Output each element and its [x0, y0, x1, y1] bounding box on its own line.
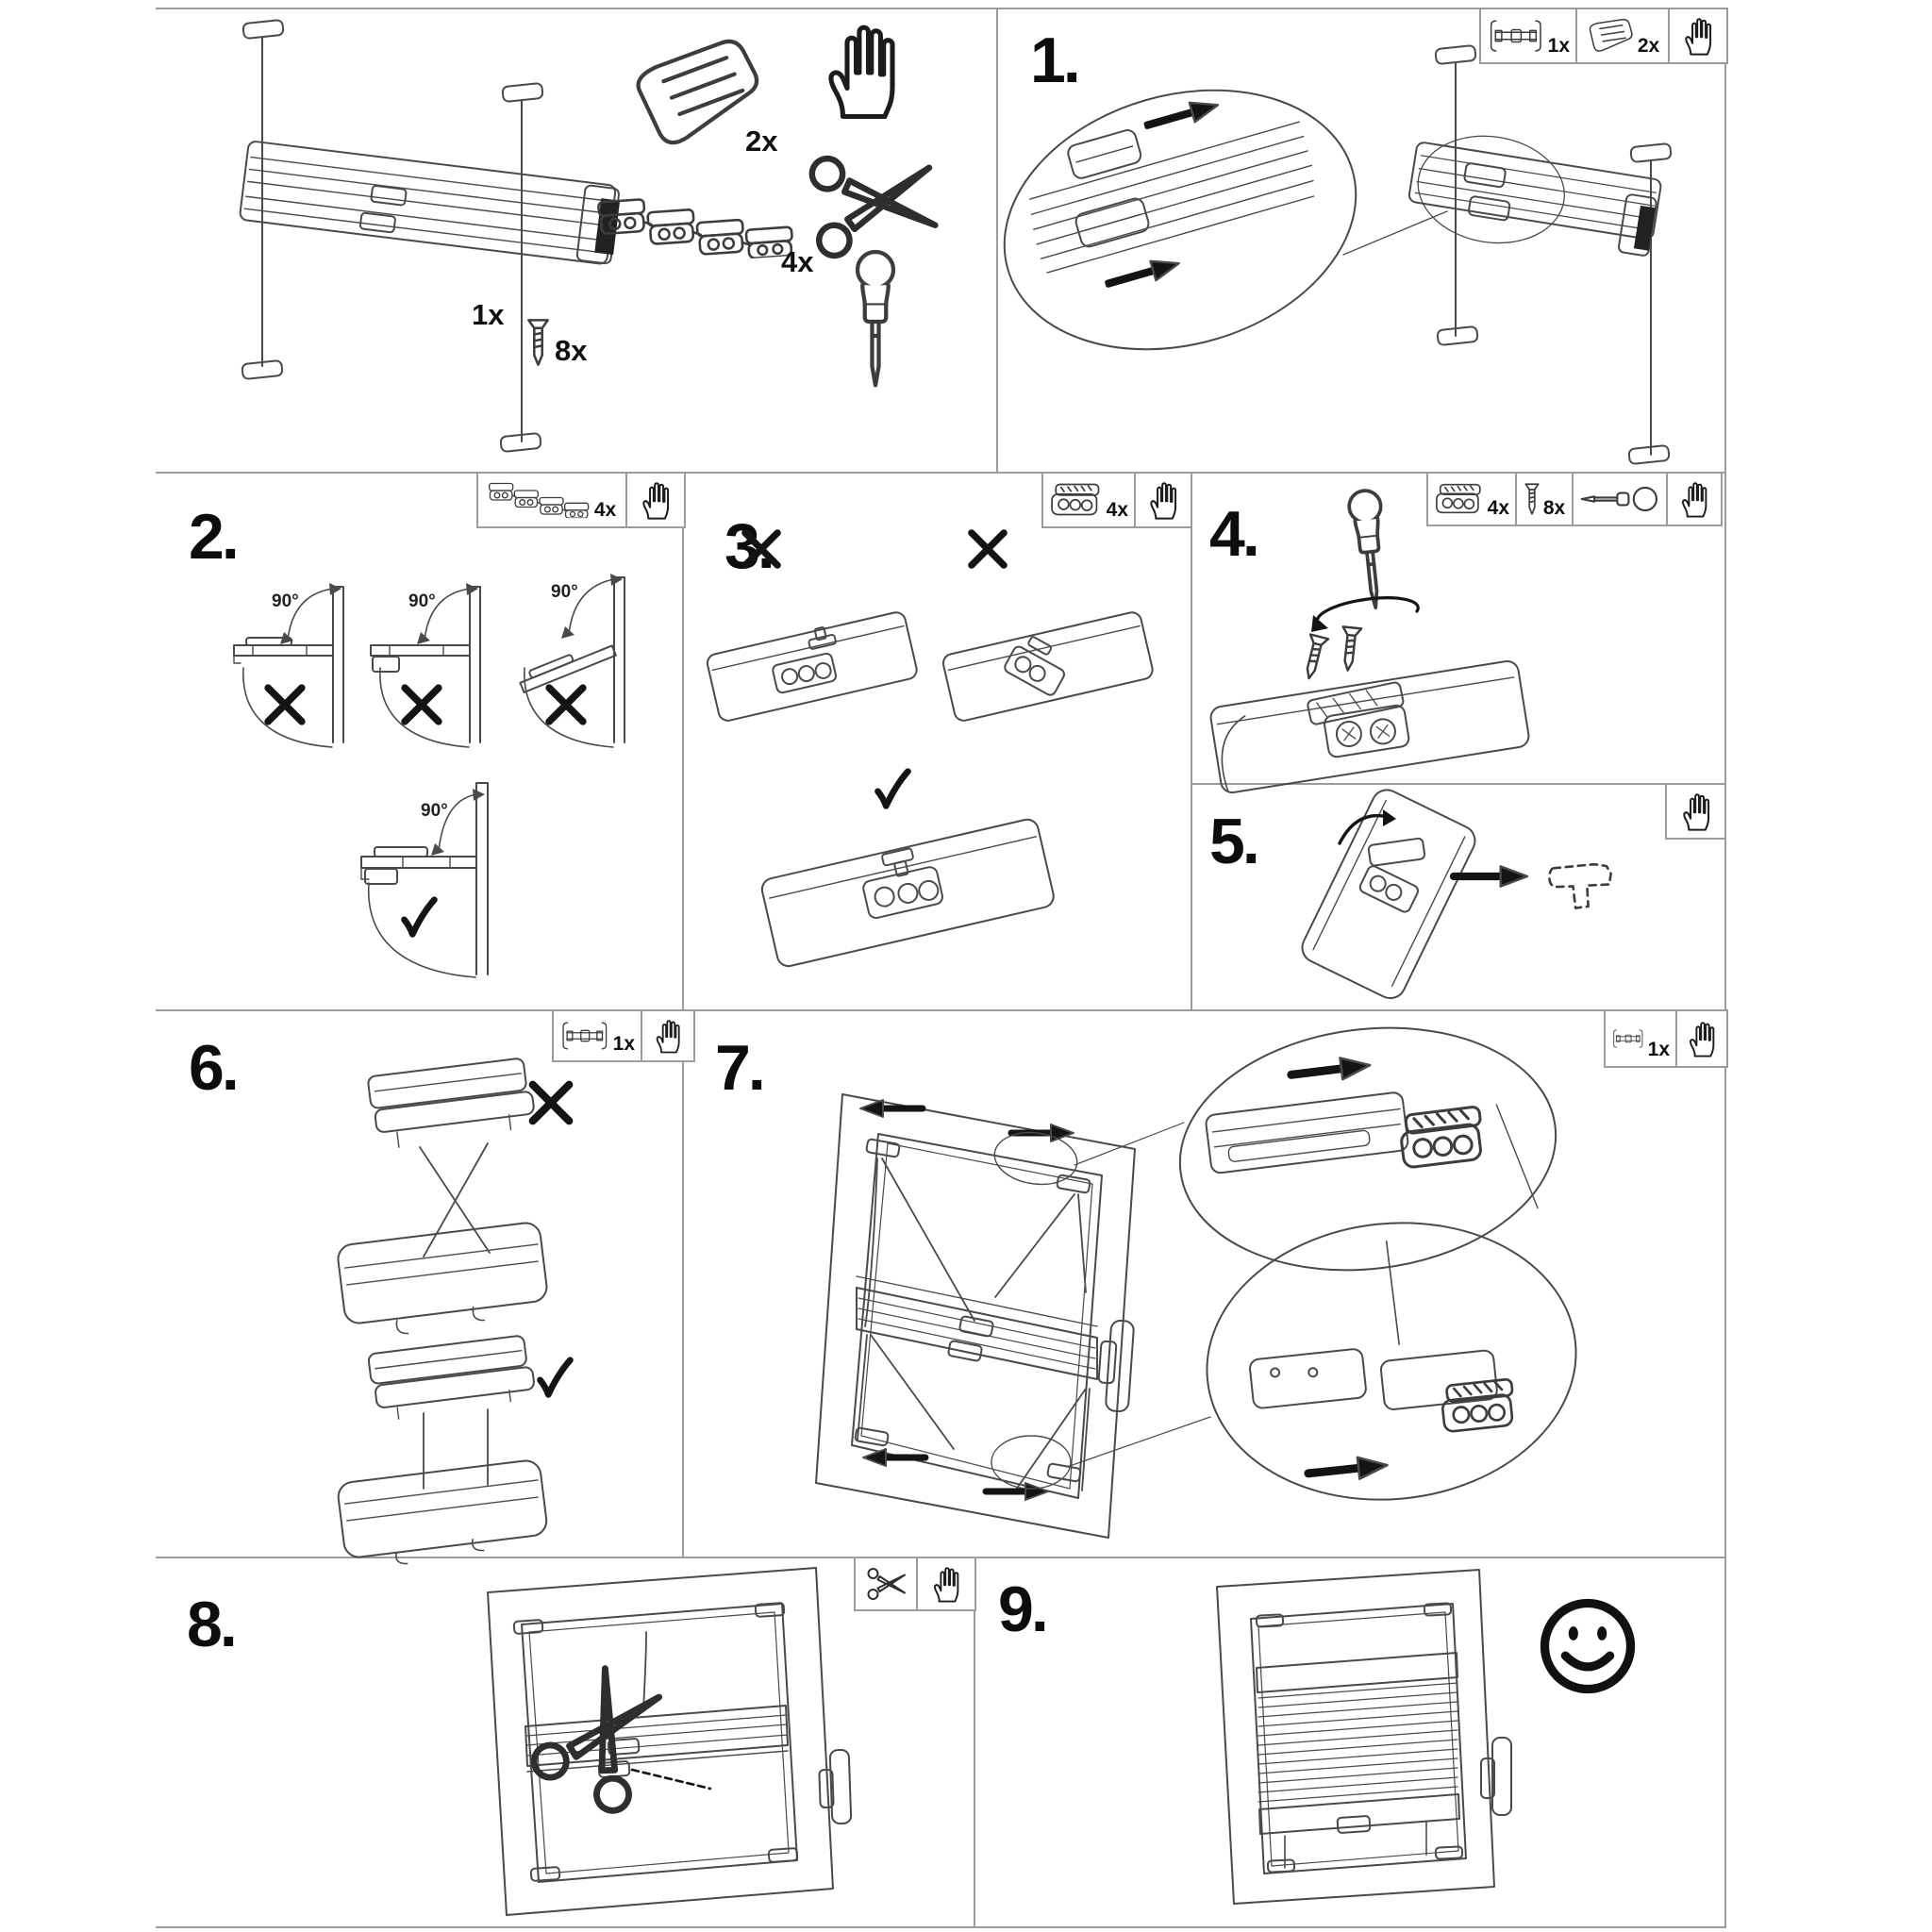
- step6-callout: [552, 1009, 695, 1062]
- smiley-icon: [1544, 1603, 1630, 1689]
- step3-number: 3.: [724, 510, 773, 582]
- step7-illustration: [682, 1009, 1726, 1557]
- step6-illustration: [156, 1009, 682, 1557]
- step1-callout-clip: [1575, 9, 1668, 62]
- callout-count: 4x: [593, 499, 617, 521]
- bracket-strip-icon: [598, 189, 793, 269]
- bracket-strip-icon: [488, 481, 591, 519]
- hand-icon: [1145, 479, 1181, 521]
- blind-1x-icon: [1611, 1022, 1645, 1056]
- callout-count: 1x: [1547, 35, 1570, 57]
- step7-callout-blind: [1606, 1011, 1675, 1066]
- step8-number: 8.: [187, 1589, 235, 1660]
- step4-callout: [1426, 472, 1723, 526]
- step1-illustration: [996, 8, 1726, 472]
- hand-icon: [929, 1564, 963, 1604]
- step7-callout: [1604, 1009, 1728, 1068]
- screw-icon: [1524, 481, 1541, 517]
- angle-label: 90°: [421, 801, 448, 821]
- hand-icon: [1680, 15, 1716, 57]
- callout-count: 4x: [1487, 497, 1509, 519]
- step2-callout-brackets: [478, 474, 625, 526]
- screwdriver-icon: [858, 252, 893, 386]
- step4-number: 4.: [1209, 498, 1257, 570]
- callout-count: 2x: [1637, 35, 1660, 57]
- step4-callout-hand: [1666, 474, 1721, 525]
- step5-number: 5.: [1209, 806, 1257, 877]
- step3-callout-bracket: [1043, 474, 1134, 526]
- step5-callout: [1665, 783, 1726, 840]
- step8-callout: [854, 1557, 976, 1611]
- bracket-icon: [1434, 481, 1485, 517]
- step8-callout-hand: [916, 1558, 974, 1609]
- parts-bracket-count: 4x: [781, 245, 814, 278]
- step4-callout-bracket: [1428, 474, 1515, 525]
- clip-icon: [1586, 17, 1635, 55]
- step4-callout-screw: [1515, 474, 1572, 525]
- screw-icon: [528, 320, 547, 364]
- callout-count: 8x: [1542, 497, 1566, 519]
- step1-number: 1.: [1030, 25, 1078, 96]
- callout-count: 1x: [612, 1033, 635, 1055]
- parts-overview-illustration: [156, 8, 996, 472]
- step8-callout-scissors: [856, 1558, 916, 1609]
- parts-clip-count: 2x: [745, 125, 778, 158]
- callout-count: 4x: [1106, 499, 1128, 521]
- step1-callout-blind: [1481, 9, 1575, 62]
- blind-1x-icon: [1487, 17, 1545, 55]
- hand-icon: [652, 1017, 684, 1055]
- step3-callout-hand: [1134, 474, 1191, 526]
- step2-callout-hand: [625, 474, 684, 526]
- step5-callout-hand: [1667, 785, 1724, 838]
- parts-screw-count: 8x: [555, 334, 588, 367]
- step5-illustration: [1191, 783, 1726, 1009]
- angle-label: 90°: [551, 582, 578, 602]
- step3-callout: [1041, 472, 1192, 528]
- parts-blind-count: 1x: [472, 298, 505, 331]
- hand-icon: [1677, 479, 1711, 519]
- step7-number: 7.: [715, 1032, 763, 1104]
- step2-number: 2.: [189, 501, 237, 573]
- step2-callout: [476, 472, 686, 528]
- step7-callout-hand: [1675, 1011, 1726, 1066]
- scissors-icon: [864, 1565, 908, 1603]
- screwdriver-icon: [1579, 486, 1660, 512]
- angle-label: 90°: [408, 591, 436, 611]
- callout-count: 1x: [1647, 1039, 1670, 1060]
- step3-illustration: [682, 472, 1191, 1009]
- step9-number: 9.: [998, 1574, 1046, 1645]
- step4-callout-screwdriver: [1572, 474, 1666, 525]
- hand-icon: [831, 27, 892, 116]
- hand-icon: [1678, 791, 1714, 832]
- step2-illustration: [156, 472, 682, 1009]
- step8-illustration: [156, 1557, 974, 1928]
- step1-callout-hand: [1668, 9, 1726, 62]
- step6-callout-blind: [554, 1011, 641, 1060]
- blind-1x-icon: [559, 1018, 610, 1054]
- step6-callout-hand: [641, 1011, 693, 1060]
- bracket-icon: [1049, 481, 1104, 519]
- step9-illustration: [974, 1557, 1726, 1928]
- step6-number: 6.: [189, 1032, 237, 1104]
- step1-callout: [1479, 8, 1728, 64]
- hand-icon: [638, 479, 674, 521]
- angle-label: 90°: [272, 591, 299, 611]
- scissors-icon: [810, 148, 937, 258]
- hand-icon: [1685, 1019, 1719, 1058]
